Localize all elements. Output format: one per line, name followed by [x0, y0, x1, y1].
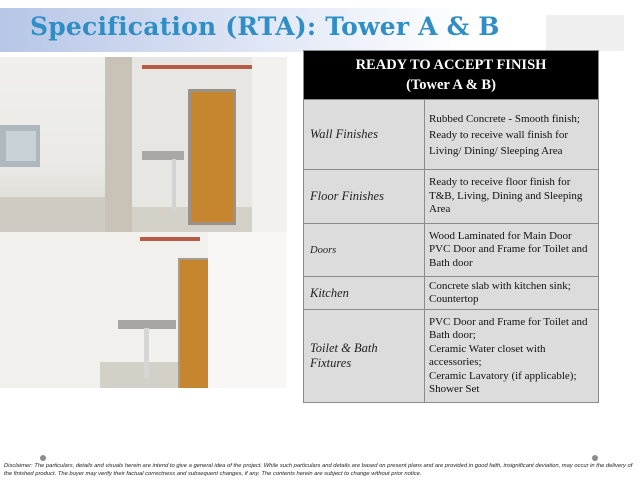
spec-value-line: T&B, Living, Dining and Sleeping [429, 189, 583, 202]
decorative-dot [40, 455, 46, 461]
spec-label: Toilet & Bath Fixtures [304, 310, 425, 403]
spec-value [425, 100, 599, 170]
spec-value-line: Concrete slab with kitchen sink; [429, 279, 571, 292]
spec-value-line: Living/ Dining/ Sleeping Area [429, 144, 563, 157]
photo-wall-panel [105, 57, 132, 232]
photo-kitchen-door [132, 57, 287, 232]
photo-sink-leg [172, 159, 176, 214]
spec-value [425, 310, 599, 403]
photo-kitchen-sink [0, 232, 287, 388]
decorative-dot [592, 455, 598, 461]
spec-value-line: Ready to receive floor finish for [429, 176, 571, 189]
photo-window-pane [6, 131, 36, 161]
spec-value-line: Wood Laminated for Main Door [429, 229, 572, 242]
spec-label: Doors [304, 224, 425, 277]
spec-row-kitchen [304, 277, 599, 310]
spec-value-line: Ceramic Lavatory (if applicable); [429, 369, 577, 382]
spec-value-line: Ready to receive wall finish for [429, 128, 568, 141]
table-header [304, 51, 599, 100]
photo-side-wall [208, 232, 287, 388]
spec-value [425, 277, 599, 310]
photo-sink [142, 151, 184, 160]
spec-value-line: Bath door [429, 256, 473, 269]
spec-value-line: Area [429, 203, 451, 216]
table-header-line: (Tower A & B) [406, 77, 496, 93]
spec-value-line: accessories; [429, 356, 482, 368]
spec-value [425, 170, 599, 224]
spec-row-floor-finishes [304, 170, 599, 224]
spec-value-line: Countertop [429, 293, 479, 305]
photo-pipe [142, 65, 262, 69]
spec-value-line: PVC Door and Frame for Toilet and [429, 315, 588, 328]
spec-row-doors [304, 224, 599, 277]
table-header-line: READY TO ACCEPT FINISH [355, 57, 547, 73]
spec-label: Wall Finishes [304, 100, 425, 170]
spec-value-line: Ceramic Water closet with [429, 342, 546, 355]
spec-value-line: Rubbed Concrete - Smooth finish; [429, 112, 580, 125]
photo-door [178, 258, 212, 388]
spec-value-line: Bath door; [429, 329, 476, 341]
page-title: Specification (RTA): Tower A & B [30, 12, 500, 41]
spec-value-line: PVC Door and Frame for Toilet and [429, 243, 588, 256]
spec-value [425, 224, 599, 277]
spec-row-wall-finishes [304, 100, 599, 170]
photo-pipe [140, 237, 200, 241]
photo-side-wall [252, 57, 287, 232]
spec-value-line: Shower Set [429, 383, 480, 395]
logo-placeholder [546, 15, 624, 51]
spec-table [303, 50, 599, 403]
photo-living-area [0, 57, 132, 232]
spec-label: Floor Finishes [304, 170, 425, 224]
spec-label: Kitchen [304, 277, 425, 310]
disclaimer-text: Disclaimer: The particulars, details and visuals herein are intend to give a general idea of the project. While such particulars and details are based on present plans and are provided in good faith, insignificant deviation, may occur in the delivery of the finished product. The buyer may verify their factual correctness and subsequent changes, if any. The contents herein are subject to change without prior notice. [4, 463, 633, 477]
spec-row-toilet-bath [304, 310, 599, 403]
photo-sink-leg [144, 328, 149, 378]
photo-door [188, 89, 236, 225]
